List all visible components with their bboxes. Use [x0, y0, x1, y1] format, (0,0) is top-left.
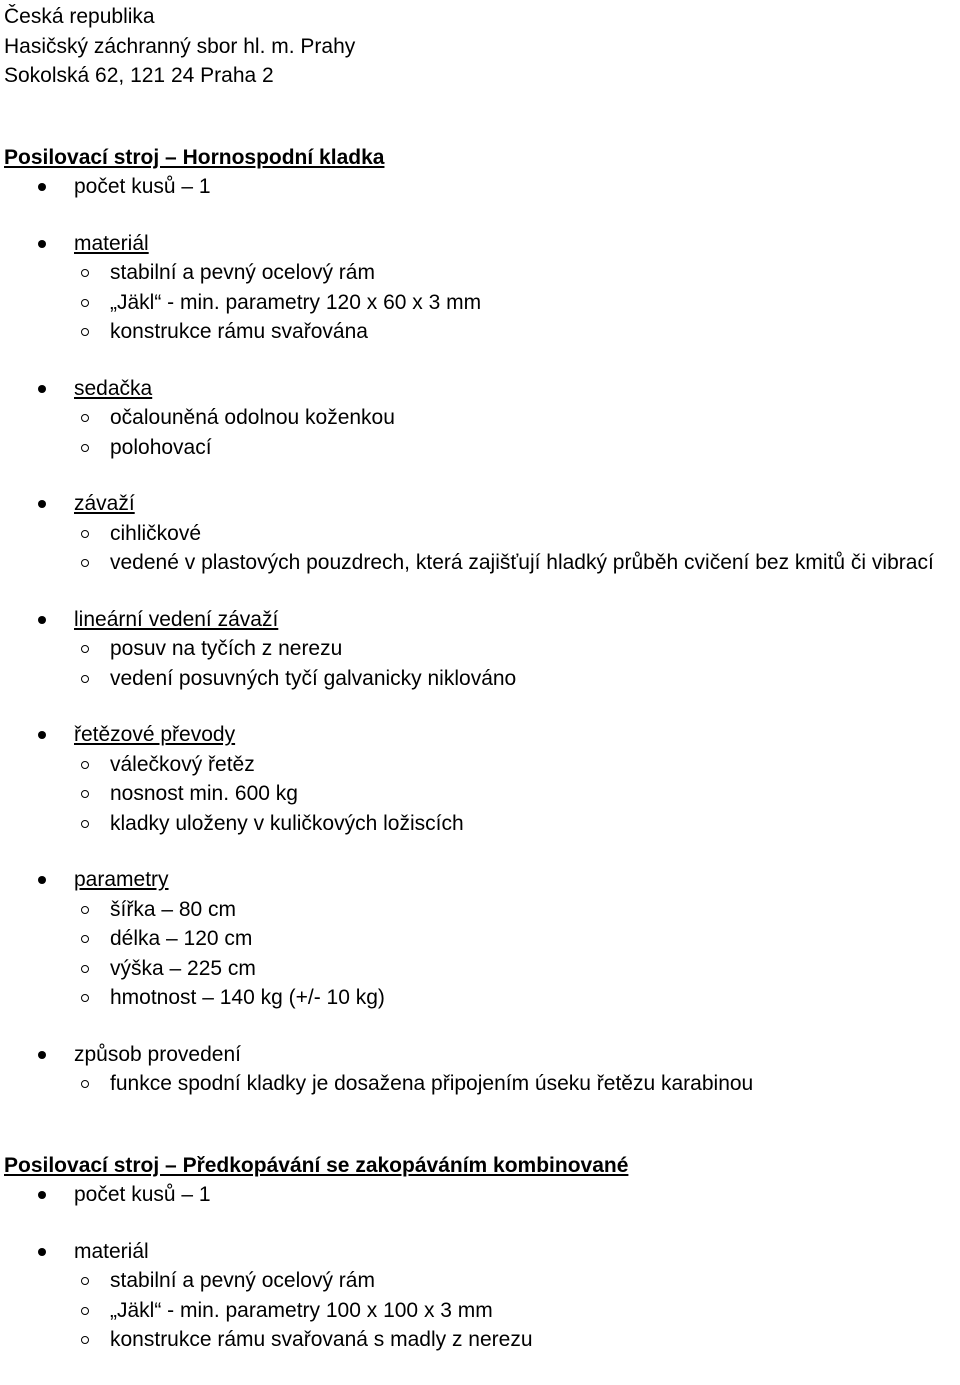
spec-list — [4, 1180, 960, 1355]
spec-subitem-text: nosnost min. 600 kg — [110, 782, 298, 805]
spec-subitem-text: „Jäkl“ - min. parametry 100 x 100 x 3 mm — [110, 1298, 493, 1322]
spec-subitem-text: konstrukce rámu svařovaná s madly z nerezu — [110, 1328, 533, 1351]
bullet-icon — [38, 500, 46, 508]
bullet-icon — [38, 240, 46, 248]
spec-item-label: parametry — [74, 868, 169, 891]
spec-item-pocet-kusu-1 — [4, 1180, 960, 1210]
spec-item-pocet-kusu-1 — [4, 172, 960, 202]
circle-bullet-icon — [81, 1277, 89, 1285]
spec-subitem — [74, 924, 952, 954]
spec-subitem — [74, 750, 952, 780]
spec-subitem-text: stabilní a pevný ocelový rám — [110, 1269, 375, 1292]
spec-sublist — [74, 750, 960, 839]
spec-subitem — [74, 809, 952, 839]
spec-item-label: sedačka — [74, 376, 153, 400]
spec-subitem-text: vedení posuvných tyčí galvanicky niklováno — [110, 666, 517, 690]
bullet-icon — [38, 731, 46, 739]
spec-item-label: materiál — [74, 231, 149, 255]
circle-bullet-icon — [81, 444, 89, 452]
spec-sublist — [74, 634, 960, 693]
spec-subitem — [74, 634, 952, 664]
spec-item-sedacka — [4, 374, 960, 463]
spec-subitem-text: očalouněná odolnou koženkou — [110, 406, 395, 429]
spec-subitem-text: posuv na tyčích z nerezu — [110, 637, 343, 660]
header-organization: Hasičský záchranný sbor hl. m. Prahy — [4, 34, 356, 58]
spec-item-retezove-prevody — [4, 720, 960, 838]
spec-subitem — [74, 1296, 952, 1326]
circle-bullet-icon — [81, 559, 89, 567]
product-section — [4, 143, 960, 1099]
spec-subitem-text: válečkový řetěz — [110, 752, 255, 776]
product-title: Posilovací stroj – Hornospodní kladka — [4, 145, 385, 169]
spacer — [4, 91, 960, 143]
spacer — [4, 1099, 960, 1151]
spec-list — [4, 172, 960, 1099]
spec-subitem — [74, 779, 952, 809]
spec-item-zavazi — [4, 489, 960, 578]
spec-subitem — [74, 288, 952, 318]
header-address: Sokolská 62, 121 24 Praha 2 — [4, 64, 274, 87]
product-section — [4, 1151, 960, 1355]
spec-subitem-text: výška – 225 cm — [110, 956, 256, 980]
spec-subitem-text: „Jäkl“ - min. parametry 120 x 60 x 3 mm — [110, 290, 482, 314]
spec-subitem — [74, 1325, 952, 1355]
spec-sublist — [74, 1266, 960, 1355]
spec-subitem — [74, 548, 952, 578]
circle-bullet-icon — [81, 269, 89, 277]
spec-subitem-text: hmotnost – 140 kg (+/- 10 kg) — [110, 986, 385, 1009]
spec-sublist — [74, 258, 960, 347]
circle-bullet-icon — [81, 530, 89, 538]
products-list — [4, 143, 960, 1355]
spec-sublist — [74, 895, 960, 1013]
spec-sublist — [74, 403, 960, 462]
circle-bullet-icon — [81, 1080, 89, 1088]
spec-subitem-text: funkce spodní kladky je dosažena připojením úseku řetězu karabinou — [110, 1072, 754, 1095]
circle-bullet-icon — [81, 1336, 89, 1344]
spec-subitem-text: šířka – 80 cm — [110, 897, 237, 921]
product-title: Posilovací stroj – Předkopávání se zakopáváním kombinované — [4, 1153, 629, 1177]
circle-bullet-icon — [81, 299, 89, 307]
spec-item-material — [4, 1237, 960, 1355]
address-header — [4, 2, 960, 91]
spec-item-zpusob-provedeni — [4, 1040, 960, 1099]
spec-item-parametry — [4, 865, 960, 1013]
spec-subitem — [74, 954, 952, 984]
circle-bullet-icon — [81, 820, 89, 828]
spec-item-linearni-vedeni-zavazi — [4, 605, 960, 694]
circle-bullet-icon — [81, 790, 89, 798]
circle-bullet-icon — [81, 675, 89, 683]
spec-subitem-text: kladky uloženy v kuličkových ložiscích — [110, 811, 464, 835]
spec-subitem-text: konstrukce rámu svařována — [110, 320, 368, 343]
spec-subitem — [74, 664, 952, 694]
spec-subitem — [74, 403, 952, 433]
spec-item-material — [4, 229, 960, 347]
circle-bullet-icon — [81, 328, 89, 336]
circle-bullet-icon — [81, 1307, 89, 1315]
header-country: Česká republika — [4, 5, 155, 28]
spec-sublist — [74, 1069, 960, 1099]
circle-bullet-icon — [81, 935, 89, 943]
bullet-icon — [38, 183, 46, 191]
spec-subitem — [74, 983, 952, 1013]
spec-subitem — [74, 1069, 952, 1099]
spec-subitem — [74, 519, 952, 549]
circle-bullet-icon — [81, 761, 89, 769]
spec-subitem — [74, 433, 952, 463]
spec-subitem-text: stabilní a pevný ocelový rám — [110, 261, 375, 284]
spec-item-label: lineární vedení závaží — [74, 607, 279, 631]
bullet-icon — [38, 1191, 46, 1199]
bullet-icon — [38, 1051, 46, 1059]
circle-bullet-icon — [81, 965, 89, 973]
spec-subitem-text: polohovací — [110, 435, 212, 459]
spec-subitem — [74, 1266, 952, 1296]
spec-subitem — [74, 895, 952, 925]
spec-item-label: počet kusů – 1 — [74, 175, 211, 198]
circle-bullet-icon — [81, 994, 89, 1002]
spec-subitem — [74, 317, 952, 347]
bullet-icon — [38, 385, 46, 393]
bullet-icon — [38, 876, 46, 884]
bullet-icon — [38, 1248, 46, 1256]
spec-subitem-text: cihličkové — [110, 521, 202, 545]
spec-sublist — [74, 519, 960, 578]
spec-item-label: počet kusů – 1 — [74, 1183, 211, 1206]
spec-item-label: způsob provedení — [74, 1042, 241, 1066]
spec-item-label: materiál — [74, 1239, 149, 1263]
circle-bullet-icon — [81, 414, 89, 422]
spec-subitem — [74, 258, 952, 288]
circle-bullet-icon — [81, 906, 89, 914]
bullet-icon — [38, 616, 46, 624]
circle-bullet-icon — [81, 645, 89, 653]
spec-item-label: řetězové převody — [74, 723, 236, 746]
spec-item-label: závaží — [74, 492, 135, 515]
spec-subitem-text: délka – 120 cm — [110, 927, 253, 950]
spec-subitem-text: vedené v plastových pouzdrech, která zajišťují hladký průběh cvičení bez kmitů či vibrací — [110, 551, 934, 574]
